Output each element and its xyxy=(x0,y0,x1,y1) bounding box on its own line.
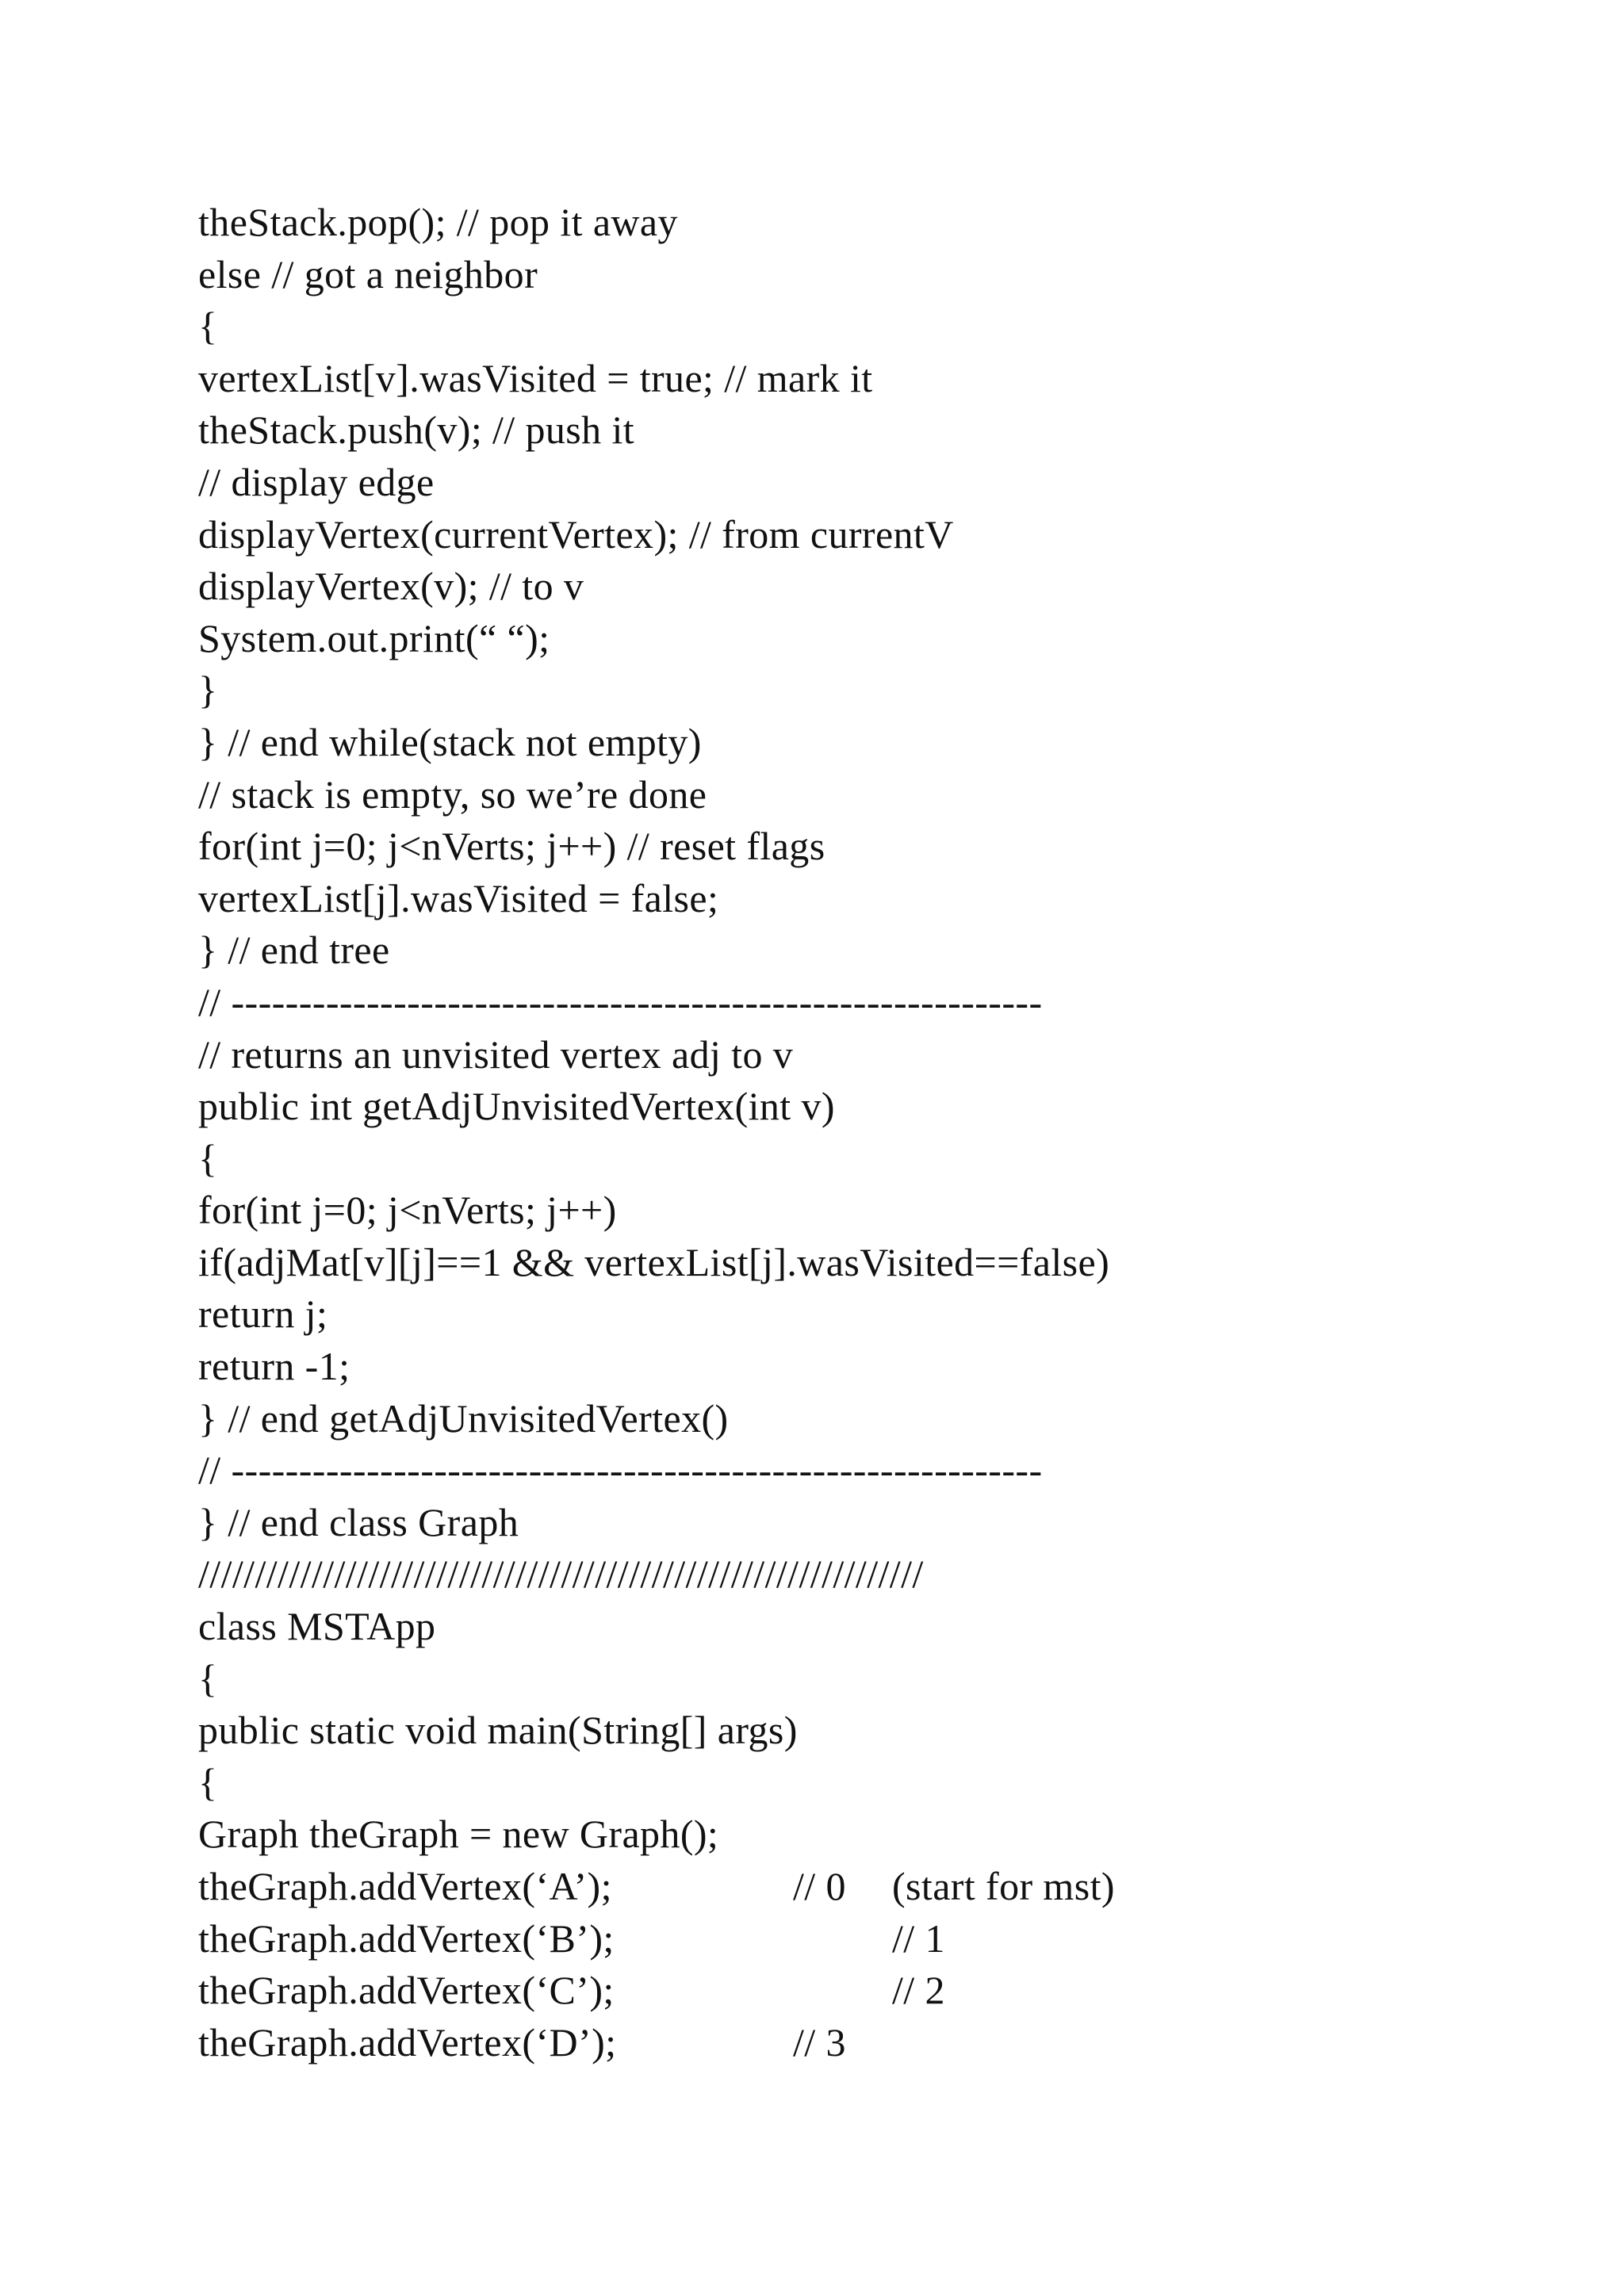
code-line: { xyxy=(198,1135,218,1181)
code-line: if(adjMat[v][j]==1 && vertexList[j].wasVisited==false) xyxy=(198,1239,1110,1284)
code-line: displayVertex(currentVertex); // from currentV xyxy=(198,511,954,557)
code-comment: // 1 xyxy=(892,1915,945,1961)
code-line: else // got a neighbor xyxy=(198,251,538,297)
code-segment: theGraph.addVertex(‘B’); xyxy=(198,1915,615,1961)
code-line: { xyxy=(198,304,218,349)
code-segment: theGraph.addVertex(‘D’); xyxy=(198,2019,617,2064)
code-line: class MSTApp xyxy=(198,1604,436,1649)
code-line: // display edge xyxy=(198,459,435,504)
code-line: public int getAdjUnvisitedVertex(int v) xyxy=(198,1084,835,1129)
code-line: } // end class Graph xyxy=(198,1499,519,1544)
code-line: // ------------------------------------------------------------ xyxy=(198,1448,1043,1493)
code-line: } // end tree xyxy=(198,928,390,973)
code-line: // stack is empty, so we’re done xyxy=(198,771,707,817)
code-line: public static void main(String[] args) xyxy=(198,1708,798,1753)
code-comment: // 2 xyxy=(892,1968,945,2013)
code-line: { xyxy=(198,1759,218,1804)
code-segment: theGraph.addVertex(‘A’); xyxy=(198,1864,612,1908)
code-listing xyxy=(198,197,1546,2068)
code-line: { xyxy=(198,1655,218,1701)
code-line: // returns an unvisited vertex adj to v xyxy=(198,1031,794,1077)
code-line-add-vertex xyxy=(198,1913,1546,1965)
code-line: return -1; xyxy=(198,1344,350,1389)
code-line: } xyxy=(198,668,218,713)
code-line: System.out.print(“ “); xyxy=(198,615,550,660)
code-segment: theGraph.addVertex(‘C’); xyxy=(198,1968,615,2013)
code-line: for(int j=0; j<nVerts; j++) xyxy=(198,1188,617,1233)
code-line: } // end getAdjUnvisitedVertex() xyxy=(198,1395,729,1441)
code-line: // ------------------------------------------------------------ xyxy=(198,979,1043,1024)
code-comment: // 3 xyxy=(793,2019,846,2064)
code-line: displayVertex(v); // to v xyxy=(198,564,584,609)
code-line-add-vertex xyxy=(198,1861,1546,1913)
code-line: theStack.push(v); // push it xyxy=(198,408,635,453)
code-line-add-vertex xyxy=(198,2017,1546,2069)
code-comment: // 0 xyxy=(793,1864,846,1908)
code-line: Graph theGraph = new Graph(); xyxy=(198,1812,719,1857)
code-line: theStack.pop(); // pop it away xyxy=(198,200,678,244)
code-line: vertexList[v].wasVisited = true; // mark it xyxy=(198,355,873,400)
code-note: (start for mst) xyxy=(892,1864,1115,1908)
code-line: } // end while(stack not empty) xyxy=(198,719,702,764)
code-line: for(int j=0; j<nVerts; j++) // reset flags xyxy=(198,824,825,869)
code-line-add-vertex xyxy=(198,1965,1546,2017)
code-line: return j; xyxy=(198,1292,328,1337)
code-line: vertexList[j].wasVisited = false; xyxy=(198,875,719,920)
code-line: //////////////////////////////////////////////////////////////// xyxy=(198,1552,924,1597)
